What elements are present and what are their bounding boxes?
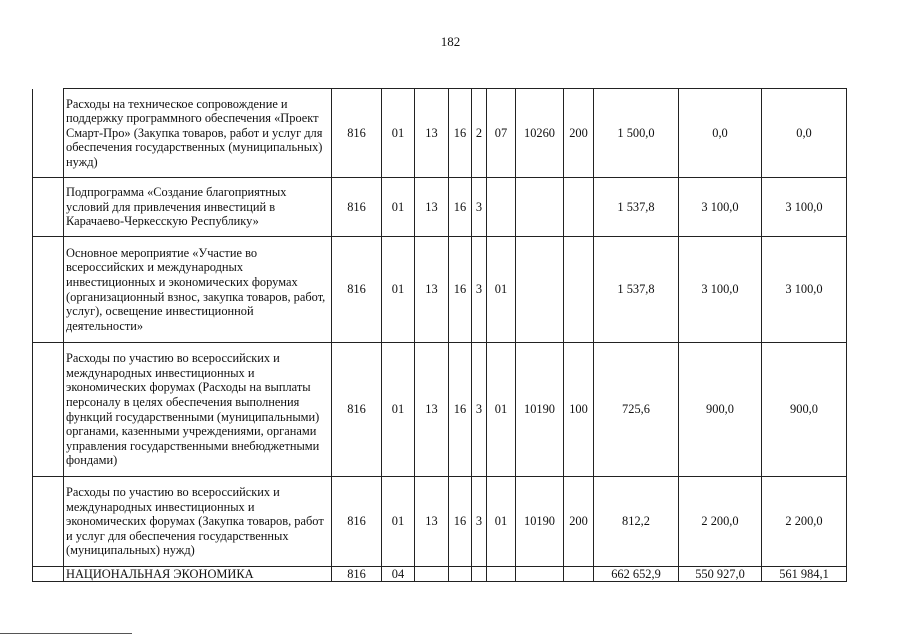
- event-cell: 01: [487, 237, 516, 343]
- subsection-cell: 13: [415, 343, 449, 477]
- blank-cell: [33, 477, 64, 567]
- subprogram-cell: 3: [472, 477, 487, 567]
- amount-3-cell: 2 200,0: [762, 477, 847, 567]
- code-cell: 816: [332, 178, 382, 237]
- direction-cell: 10190: [516, 477, 564, 567]
- expense-type-cell: [564, 178, 594, 237]
- subprogram-cell: 3: [472, 237, 487, 343]
- amount-2-cell: 3 100,0: [679, 178, 762, 237]
- page-bottom-rule: [0, 633, 132, 634]
- row-description: Расходы по участию во всероссийских и международных инвестиционных и экономических форумах (Расходы на выплаты персоналу в целях обеспечения выполнения функций государственными (муниципальными) органами, казенными учреждениями, органами управления государственными внебюджетными фондами): [64, 343, 332, 477]
- row-description: НАЦИОНАЛЬНАЯ ЭКОНОМИКА: [64, 567, 332, 582]
- subprogram-cell: 2: [472, 89, 487, 178]
- row-description: Расходы на техническое сопровождение и поддержку программного обеспечения «Проект Смарт-Про» (Закупка товаров, работ и услуг для обеспечения государственных (муниципальных) нужд): [64, 89, 332, 178]
- section-cell: 04: [382, 567, 415, 582]
- amount-2-cell: 0,0: [679, 89, 762, 178]
- event-cell: [487, 178, 516, 237]
- code-cell: 816: [332, 237, 382, 343]
- section-cell: 01: [382, 178, 415, 237]
- amount-2-cell: 2 200,0: [679, 477, 762, 567]
- event-cell: 01: [487, 343, 516, 477]
- row-description: Подпрограмма «Создание благоприятных условий для привлечения инвестиций в Карачаево-Черкесскую Республику»: [64, 178, 332, 237]
- row-description: Основное мероприятие «Участие во всероссийских и международных инвестиционных и экономических форумах (организационный взнос, закупка товаров, работ, услуг), освещение инвестиционной деятельности»: [64, 237, 332, 343]
- amount-1-cell: 1 537,8: [594, 237, 679, 343]
- amount-1-cell: 1 537,8: [594, 178, 679, 237]
- program-cell: 16: [449, 477, 472, 567]
- program-cell: 16: [449, 178, 472, 237]
- program-cell: 16: [449, 89, 472, 178]
- blank-cell: [33, 567, 64, 582]
- code-cell: 816: [332, 343, 382, 477]
- expense-type-cell: 100: [564, 343, 594, 477]
- blank-cell: [33, 89, 64, 178]
- amount-2-cell: 900,0: [679, 343, 762, 477]
- table-row: [33, 237, 847, 343]
- table-row: [33, 567, 847, 582]
- amount-3-cell: 3 100,0: [762, 237, 847, 343]
- amount-1-cell: 725,6: [594, 343, 679, 477]
- direction-cell: [516, 178, 564, 237]
- subsection-cell: [415, 567, 449, 582]
- expense-type-cell: 200: [564, 89, 594, 178]
- program-cell: 16: [449, 343, 472, 477]
- table-row: [33, 343, 847, 477]
- program-cell: [449, 567, 472, 582]
- blank-cell: [33, 343, 64, 477]
- subsection-cell: 13: [415, 178, 449, 237]
- amount-1-cell: 1 500,0: [594, 89, 679, 178]
- table-row: [33, 477, 847, 567]
- amount-2-cell: 3 100,0: [679, 237, 762, 343]
- section-cell: 01: [382, 477, 415, 567]
- subprogram-cell: 3: [472, 178, 487, 237]
- code-cell: 816: [332, 89, 382, 178]
- subprogram-cell: 3: [472, 343, 487, 477]
- budget-table: [32, 88, 847, 582]
- event-cell: 07: [487, 89, 516, 178]
- subprogram-cell: [472, 567, 487, 582]
- expense-type-cell: 200: [564, 477, 594, 567]
- amount-1-cell: 812,2: [594, 477, 679, 567]
- subsection-cell: 13: [415, 237, 449, 343]
- section-cell: 01: [382, 343, 415, 477]
- blank-cell: [33, 178, 64, 237]
- amount-3-cell: 900,0: [762, 343, 847, 477]
- amount-3-cell: 3 100,0: [762, 178, 847, 237]
- amount-2-cell: 550 927,0: [679, 567, 762, 582]
- section-cell: 01: [382, 237, 415, 343]
- page-number: 182: [440, 34, 461, 49]
- amount-1-cell: 662 652,9: [594, 567, 679, 582]
- code-cell: 816: [332, 567, 382, 582]
- direction-cell: [516, 567, 564, 582]
- expense-type-cell: [564, 237, 594, 343]
- direction-cell: [516, 237, 564, 343]
- event-cell: 01: [487, 477, 516, 567]
- table-row: [33, 89, 847, 178]
- amount-3-cell: 0,0: [762, 89, 847, 178]
- row-description: Расходы по участию во всероссийских и международных инвестиционных и экономических форумах (Закупка товаров, работ и услуг для обеспечения государственных (муниципальных) нужд): [64, 477, 332, 567]
- amount-3-cell: 561 984,1: [762, 567, 847, 582]
- subsection-cell: 13: [415, 477, 449, 567]
- event-cell: [487, 567, 516, 582]
- code-cell: 816: [332, 477, 382, 567]
- expense-type-cell: [564, 567, 594, 582]
- table-row: [33, 178, 847, 237]
- blank-cell: [33, 237, 64, 343]
- direction-cell: 10260: [516, 89, 564, 178]
- section-cell: 01: [382, 89, 415, 178]
- subsection-cell: 13: [415, 89, 449, 178]
- direction-cell: 10190: [516, 343, 564, 477]
- program-cell: 16: [449, 237, 472, 343]
